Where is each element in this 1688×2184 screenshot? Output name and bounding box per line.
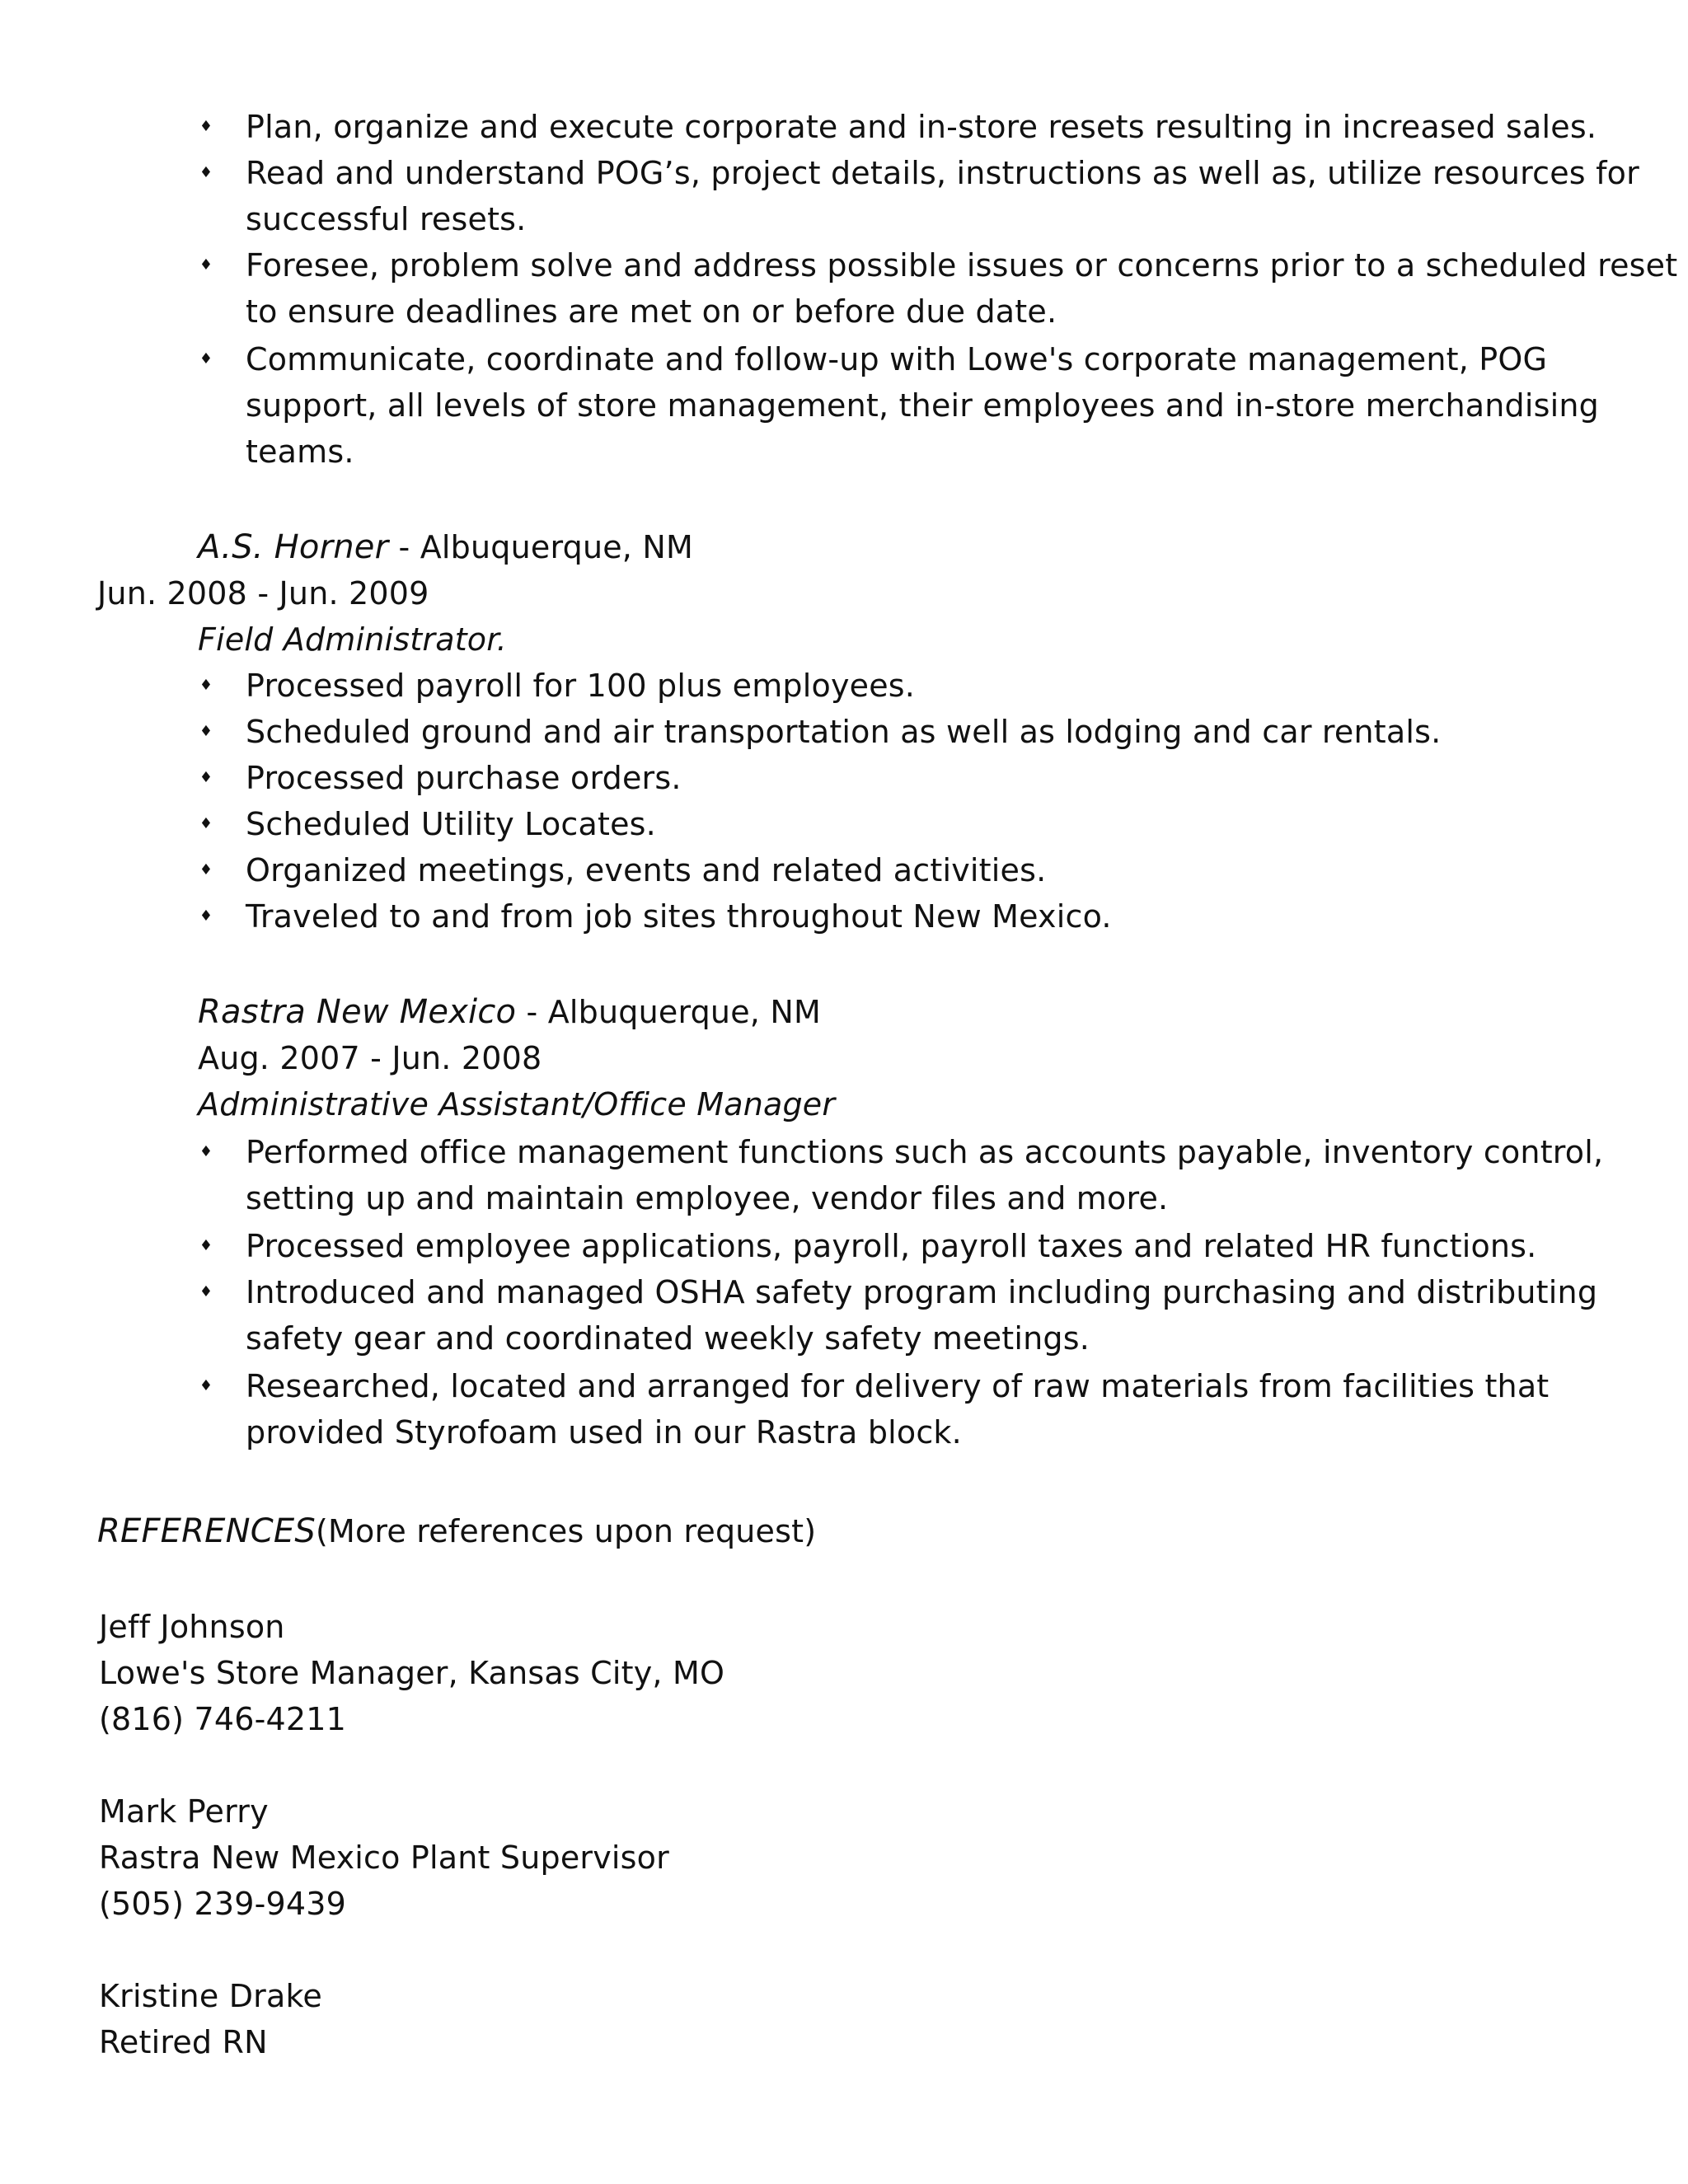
bullet-icon: ♦ — [199, 1377, 213, 1394]
job-rastra-header — [198, 989, 821, 1035]
bullet-icon: ♦ — [199, 164, 213, 181]
reference-1-role: Lowe's Store Manager, Kansas City, MO — [99, 1655, 725, 1691]
reset-bullet-4-line-2: support, all levels of store management, their employees and in-store merchandising — [246, 387, 1599, 424]
horner-bullet-2: Scheduled ground and air transportation as well as lodging and car rentals. — [246, 714, 1442, 750]
reset-bullet-1-line-1: Plan, organize and execute corporate and in-store resets resulting in increased sales. — [246, 109, 1597, 145]
rastra-bullet-4-line-1: Researched, located and arranged for delivery of raw materials from facilities that — [246, 1368, 1550, 1404]
reset-bullet-2-line-2: successful resets. — [246, 201, 527, 237]
references-heading: REFERENCES — [97, 1512, 316, 1550]
bullet-icon: ♦ — [199, 256, 213, 274]
reset-bullet-3-line-2: to ensure deadlines are met on or before due date. — [246, 293, 1057, 330]
bullet-icon: ♦ — [199, 350, 213, 368]
reference-2-name: Mark Perry — [99, 1793, 269, 1830]
reset-bullet-4-line-1: Communicate, coordinate and follow-up with Lowe's corporate management, POG — [246, 341, 1548, 377]
horner-bullet-1: Processed payroll for 100 plus employees. — [246, 668, 916, 704]
bullet-icon: ♦ — [199, 677, 213, 694]
job-rastra-dates: Aug. 2007 - Jun. 2008 — [198, 1040, 542, 1076]
bullet-icon: ♦ — [199, 907, 213, 925]
reset-bullet-4-line-3: teams. — [246, 434, 354, 470]
bullet-icon: ♦ — [199, 861, 213, 879]
horner-bullet-5: Organized meetings, events and related activities. — [246, 852, 1047, 888]
horner-bullet-4: Scheduled Utility Locates. — [246, 806, 656, 842]
reset-bullet-3-line-1: Foresee, problem solve and address possible issues or concerns prior to a scheduled reset — [246, 247, 1678, 284]
rastra-bullet-3-line-1: Introduced and managed OSHA safety program including purchasing and distributing — [246, 1274, 1598, 1310]
job-rastra-location: - Albuquerque, NM — [526, 994, 821, 1030]
job-horner-title: Field Administrator. — [198, 621, 507, 658]
reference-3-name: Kristine Drake — [99, 1978, 322, 2014]
horner-bullet-3: Processed purchase orders. — [246, 760, 682, 796]
job-horner-dates: Jun. 2008 - Jun. 2009 — [97, 575, 429, 612]
reference-1-phone: (816) 746-4211 — [99, 1701, 347, 1737]
job-horner-company: A.S. Horner — [198, 528, 389, 566]
reset-bullet-2-line-1: Read and understand POG’s, project details, instructions as well as, utilize resources for — [246, 155, 1639, 191]
rastra-bullet-4-line-2: provided Styrofoam used in our Rastra block. — [246, 1414, 962, 1451]
job-horner-header — [198, 524, 693, 570]
reference-1-name: Jeff Johnson — [99, 1609, 285, 1645]
job-rastra-title: Administrative Assistant/Office Manager — [198, 1086, 836, 1122]
job-horner-location: - Albuquerque, NM — [398, 529, 693, 565]
bullet-icon: ♦ — [199, 815, 213, 832]
bullet-icon: ♦ — [199, 118, 213, 135]
rastra-bullet-3-line-2: safety gear and coordinated weekly safety meetings. — [246, 1320, 1090, 1357]
reference-2-phone: (505) 239-9439 — [99, 1886, 347, 1922]
rastra-bullet-1-line-1: Performed office management functions such as accounts payable, inventory control, — [246, 1134, 1604, 1170]
bullet-icon: ♦ — [199, 1283, 213, 1301]
reference-2-role: Rastra New Mexico Plant Supervisor — [99, 1840, 669, 1876]
references-note: (More references upon request) — [315, 1513, 817, 1549]
references-header — [97, 1508, 816, 1554]
bullet-icon: ♦ — [199, 723, 213, 740]
horner-bullet-6: Traveled to and from job sites throughout New Mexico. — [246, 898, 1112, 935]
rastra-bullet-1-line-2: setting up and maintain employee, vendor files and more. — [246, 1180, 1169, 1216]
bullet-icon: ♦ — [199, 769, 213, 786]
bullet-icon: ♦ — [199, 1143, 213, 1160]
reference-3-role: Retired RN — [99, 2024, 268, 2060]
job-rastra-company: Rastra New Mexico — [198, 993, 517, 1031]
rastra-bullet-2-line-1: Processed employee applications, payroll, payroll taxes and related HR functions. — [246, 1228, 1537, 1264]
bullet-icon: ♦ — [199, 1237, 213, 1254]
